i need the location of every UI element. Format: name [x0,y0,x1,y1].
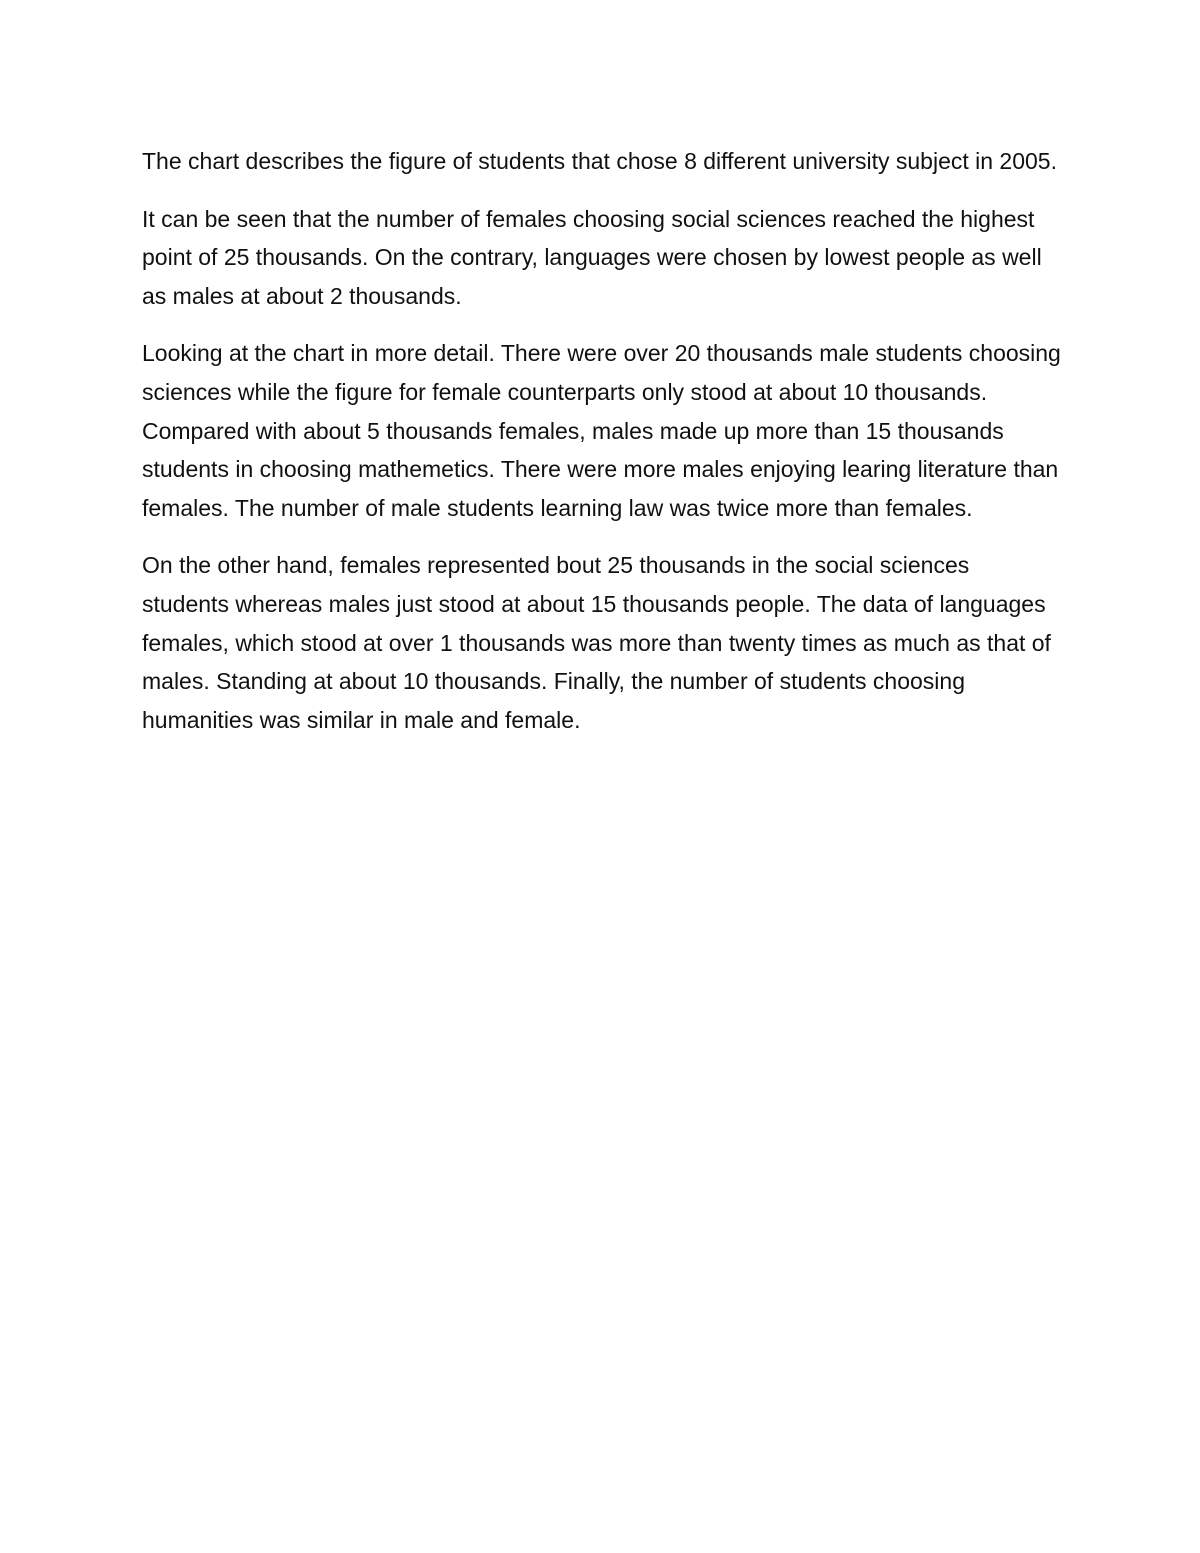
paragraph-comparison: On the other hand, females represented bout 25 thousands in the social sciences students whereas males just stood at about 15 thousands people. The data of languages females, which stood at over 1 thousands was more than twenty times as much as that of males. Standing at about 10 thousands. Finally, the number of students choosing humanities was similar in male and female. [142,552,1051,733]
paragraph-intro: The chart describes the figure of students that chose 8 different university subject in 2005. [142,148,1057,174]
paragraph-overview: It can be seen that the number of females choosing social sciences reached the highest point of 25 thousands. On the contrary, languages were chosen by lowest people as well as males at about 2 thousands. [142,205,1042,309]
document-body [142,142,1062,758]
paragraph-detail: Looking at the chart in more detail. There were over 20 thousands male students choosing sciences while the figure for female counterparts only stood at about 10 thousands. Compared with about 5 thousands females, males made up more than 15 thousands students in choosing mathemetics. There were more males enjoying learing literature than females. The number of male students learning law was twice more than females. [142,340,1061,521]
